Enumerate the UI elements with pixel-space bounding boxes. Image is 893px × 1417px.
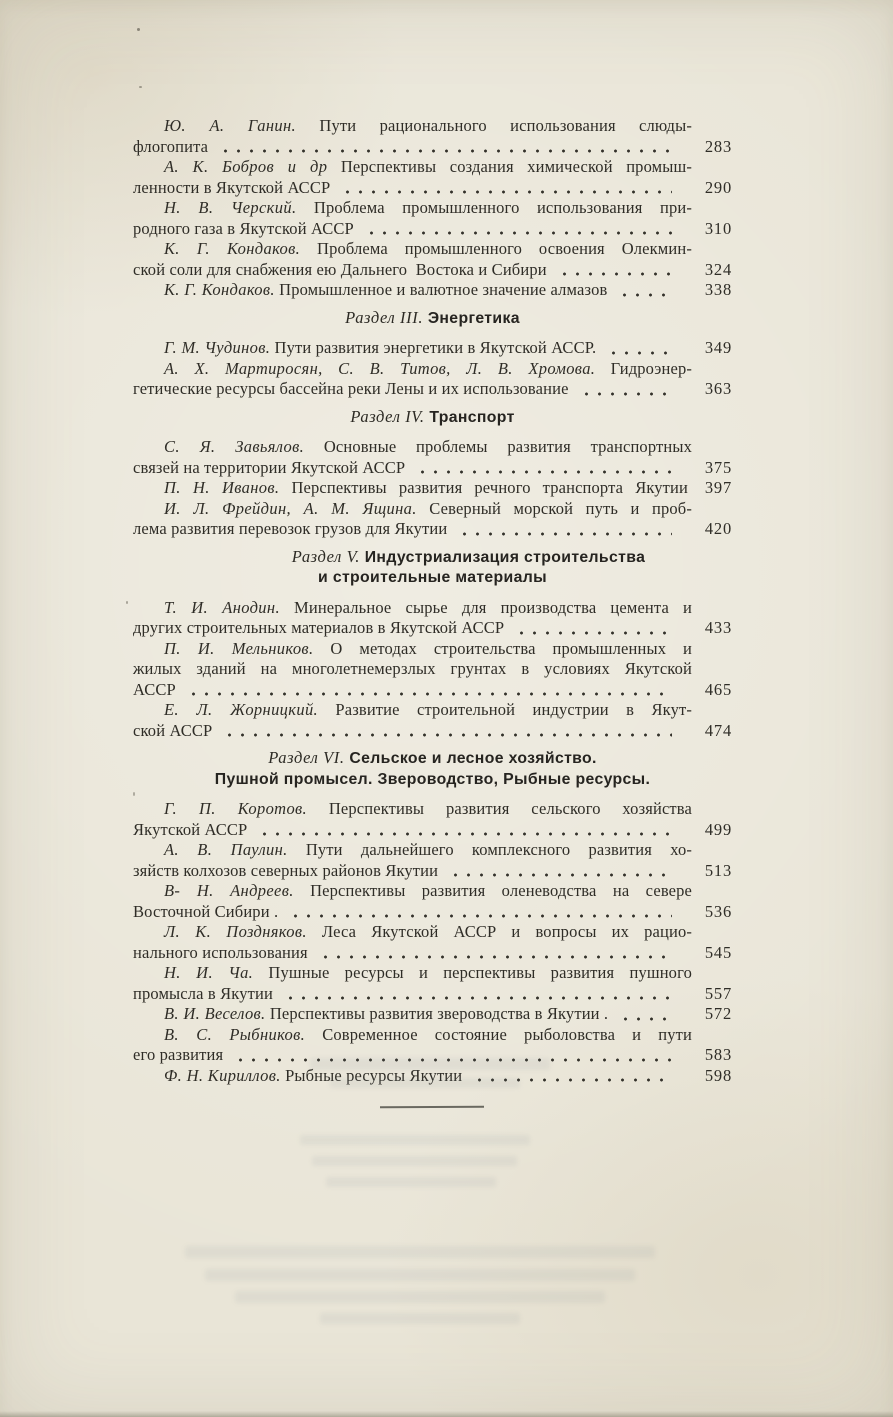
entry-author: Е. Л. Жорницкий. (164, 700, 319, 719)
entry-title-text: Современное состояние рыболовства и пути (322, 1024, 692, 1044)
dot-leader (215, 149, 672, 153)
entry-title-text (133, 478, 688, 499)
dot-leader (445, 873, 672, 877)
dot-leader (285, 914, 672, 918)
entry-author: П. И. Мельников. (164, 638, 314, 658)
dot-leader (337, 190, 672, 194)
page-number: 474 (704, 720, 732, 740)
entry-title-text: родного газа в Якутской АССР (133, 218, 354, 238)
section-heading-line (133, 568, 732, 589)
entry-title-text: О методах строительства промышленных и (330, 638, 692, 658)
entry-title-text (133, 338, 596, 359)
toc-entry (133, 478, 732, 499)
dot-leader (315, 955, 672, 959)
entry-author: Т. И. Анодин. (164, 597, 280, 617)
page-number: 536 (704, 901, 732, 921)
entry-last-line (133, 519, 732, 540)
entry-last-line (133, 458, 732, 479)
page-bottom-edge (0, 1411, 893, 1417)
dot-leader (554, 272, 672, 276)
toc-entry (133, 359, 732, 400)
entry-line (133, 840, 692, 861)
page-number: 283 (704, 136, 732, 156)
paper-speck (133, 792, 135, 796)
toc-entry (133, 840, 732, 881)
entry-line (133, 963, 692, 984)
dot-leader (219, 733, 672, 737)
entry-author: Н. В. Черский. (164, 198, 297, 217)
entry-line (133, 799, 692, 820)
dot-leader (412, 470, 672, 474)
entry-title-text (133, 1004, 608, 1025)
entry-title-text: Якутской АССР (133, 819, 248, 839)
entry-last-line (133, 820, 732, 841)
entry-line (133, 700, 692, 721)
entry-author: В. С. Рыбников. (164, 1024, 306, 1044)
dot-leader (454, 532, 672, 536)
entry-title-text: Перспективы развития речного транспорта Якутии (291, 478, 689, 497)
toc-entry (133, 922, 732, 963)
dot-leader (603, 351, 672, 355)
dot-leader (576, 392, 672, 396)
dot-leader (280, 996, 672, 1000)
entry-title-text: ской АССР (133, 720, 213, 740)
page-number: 324 (704, 259, 732, 279)
section-heading-line (133, 308, 732, 330)
toc-entry (133, 700, 732, 741)
entry-author: К. Г. Кондаков. (164, 239, 301, 258)
dot-leader (361, 231, 672, 235)
end-divider-rule (380, 1106, 484, 1109)
page-number: 420 (704, 519, 732, 538)
entry-title-text: связей на территории Якутской АССР (133, 457, 406, 477)
entry-last-line (133, 943, 732, 964)
dot-leader (511, 631, 672, 635)
entry-title-text: Промышленное и валютное значение алмазов (279, 280, 608, 299)
entry-title-text: Перспективы создания химической промыш- (340, 157, 692, 176)
section-number: Раздел V. (291, 546, 360, 566)
toc-section (133, 116, 732, 301)
entry-title-text: Развитие строительной индустрии в Якут- (335, 700, 693, 719)
entry-title-text: Перспективы развития оленеводства на севере (310, 881, 693, 900)
show-through-mark (185, 1246, 655, 1258)
section-number: Раздел III. (345, 307, 424, 327)
entry-title-text: Основные проблемы развития транспортных (323, 437, 692, 456)
entry-last-line (133, 721, 732, 742)
entry-line (133, 359, 692, 380)
entry-last-line (133, 902, 732, 923)
toc-entry (133, 280, 732, 301)
entry-last-line (133, 618, 732, 639)
toc-section (133, 748, 732, 1086)
page-number: 290 (704, 177, 732, 197)
toc-section (133, 547, 732, 742)
entry-last-line (133, 280, 732, 301)
entry-title-text: Проблема промышленного использования при- (313, 198, 692, 217)
toc-entry (133, 116, 732, 157)
show-through-mark (300, 1135, 530, 1145)
entry-author: А. В. Паулин. (164, 840, 288, 859)
entry-title-text: Перспективы развития звероводства в Якутии . (269, 1004, 609, 1023)
show-through-mark (235, 1291, 605, 1303)
entry-title-text: Пути рационального использования слюды- (319, 116, 692, 135)
entry-title-text: Минеральное сырье для производства цемента и (294, 597, 692, 617)
entry-title-text: ской соли для снабжения ею Дальнего Востока и Сибири (133, 259, 547, 279)
entry-title-text: Перспективы развития сельского хозяйства (328, 799, 692, 818)
toc-entry (133, 639, 732, 701)
entry-last-line (133, 137, 732, 158)
toc-entry (133, 1004, 732, 1025)
toc-entry (133, 338, 732, 359)
entry-last-line (133, 260, 732, 281)
show-through-mark (205, 1269, 635, 1281)
paper-speck (126, 601, 128, 604)
show-through-mark (326, 1177, 496, 1187)
page-number: 513 (704, 860, 732, 880)
entry-title-text: нального использования (133, 942, 308, 962)
entry-line (133, 157, 692, 178)
show-through-mark (312, 1156, 517, 1166)
entry-last-line (133, 478, 732, 499)
entry-author: Г. П. Коротов. (164, 799, 308, 818)
entry-title-text: других строительных материалов в Якутской АССР (133, 618, 505, 637)
entry-title-text: Рыбные ресурсы Якутии (285, 1065, 463, 1085)
entry-author: Н. И. Ча. (164, 963, 254, 982)
entry-last-line (133, 861, 732, 882)
entry-author: Ю. А. Ганин. (164, 116, 296, 135)
section-heading-line (169, 547, 768, 569)
page-number: 465 (704, 679, 732, 699)
dot-leader (183, 692, 672, 696)
entry-title-text: его развития (133, 1045, 224, 1064)
show-through-mark (330, 1078, 520, 1088)
toc-entry (133, 963, 732, 1004)
entry-author: Ф. Н. Кириллов. (164, 1065, 281, 1085)
section-heading (133, 308, 732, 330)
toc-entry (133, 598, 732, 639)
section-title: Энергетика (427, 309, 520, 327)
toc-entry (133, 239, 732, 280)
entry-author: В. И. Веселов. (164, 1004, 266, 1023)
entry-title-text: гетические ресурсы бассейна реки Лены и их использование (133, 379, 569, 398)
page-number: 338 (704, 280, 732, 299)
toc-entry (133, 157, 732, 198)
toc-entry (133, 437, 732, 478)
toc-entry (133, 799, 732, 840)
entry-last-line (133, 379, 732, 400)
toc-entry (133, 499, 732, 540)
paper-speck (137, 28, 140, 31)
page-number: 349 (704, 338, 732, 357)
entry-title-text: Гидроэнер- (610, 358, 692, 378)
toc-section (133, 407, 732, 540)
entry-author: Г. М. Чудинов. (164, 338, 271, 357)
entry-author: Л. К. Поздняков. (164, 922, 307, 941)
entry-last-line (133, 1004, 732, 1025)
entry-line (133, 639, 692, 660)
entry-line (133, 881, 692, 902)
entry-title-text: лема развития перевозок грузов для Якутии (133, 519, 448, 538)
paper-speck (139, 86, 142, 88)
entry-title-text: Пути развития энергетики в Якутской АССР. (274, 338, 597, 357)
section-title: Транспорт (429, 408, 515, 426)
dot-leader (615, 1017, 672, 1021)
section-number: Раздел VI. (268, 748, 345, 767)
section-heading (133, 547, 732, 589)
entry-title-text: ленности в Якутской АССР (133, 177, 331, 197)
entry-author: С. Я. Завьялов. (164, 437, 305, 456)
page-number: 572 (704, 1004, 732, 1023)
entry-line (133, 598, 692, 619)
entry-line (133, 922, 692, 943)
entry-title-text: Восточной Сибири . (133, 901, 279, 921)
page-number: 583 (704, 1045, 732, 1064)
section-title: Индустриализация строительства (364, 548, 646, 566)
entry-title-text: Леса Якутской АССР и вопросы их рацио- (321, 922, 692, 941)
entry-author: А. К. Бобров и др (164, 157, 328, 176)
entry-line (133, 239, 692, 260)
toc-section (133, 308, 732, 400)
section-number: Раздел IV. (350, 406, 425, 426)
section-heading (133, 748, 732, 790)
entry-title-text: флогопита (133, 136, 209, 156)
page-number: 499 (704, 819, 732, 839)
page-number: 363 (704, 379, 732, 398)
entry-title-text: Пушные ресурсы и перспективы развития пушного (268, 963, 692, 982)
page-number: 397 (704, 478, 732, 497)
entry-line (133, 1025, 692, 1046)
entry-title-text: зяйств колхозов северных районов Якутии (133, 860, 439, 880)
entry-line (133, 198, 692, 219)
entry-last-line (133, 680, 732, 701)
page-number: 598 (704, 1065, 732, 1085)
entry-author: К. Г. Кондаков. (164, 280, 275, 299)
section-title: Сельское и лесное хозяйство. (349, 750, 597, 767)
entry-author: П. Н. Иванов. (164, 478, 280, 497)
page-number: 545 (704, 942, 732, 962)
entry-last-line (133, 984, 732, 1005)
table-of-contents (133, 116, 732, 1086)
toc-entry (133, 881, 732, 922)
entry-title-text: промысла в Якутии (133, 983, 273, 1003)
entry-last-line (133, 219, 732, 240)
page-number: 433 (704, 618, 732, 637)
entry-title-text: Северный морской путь и проб- (429, 498, 692, 518)
section-heading-line (133, 748, 732, 770)
section-heading-line (133, 407, 732, 429)
entry-line (133, 499, 692, 520)
page-number: 310 (704, 218, 732, 238)
toc-entry (133, 198, 732, 239)
entry-title-text (133, 280, 607, 301)
page-number: 375 (704, 457, 732, 477)
entry-last-line (133, 178, 732, 199)
page-number: 557 (704, 983, 732, 1003)
section-heading-line (133, 770, 732, 791)
entry-author: И. Л. Фрейдин, А. М. Ящина. (164, 498, 417, 518)
dot-leader (614, 293, 672, 297)
entry-line (133, 437, 692, 458)
section-title: и строительные материалы (318, 569, 547, 586)
entry-author: А. Х. Мартиросян, С. В. Титов, Л. В. Хромова. (164, 358, 596, 378)
entry-last-line (133, 338, 732, 359)
show-through-mark (320, 1313, 520, 1324)
section-title: Пушной промысел. Звероводство, Рыбные ресурсы. (214, 770, 651, 788)
entry-title-text: Проблема промышленного освоения Олекмин- (317, 239, 692, 258)
dot-leader (254, 832, 672, 836)
entry-line (133, 116, 692, 137)
entry-line: жилых зданий на многолетнемерзлых грунтах в условиях Якутской (133, 659, 692, 678)
entry-title-text: АССР (133, 679, 176, 699)
section-heading (133, 407, 732, 429)
show-through-mark (310, 1058, 550, 1070)
entry-title-text: Пути дальнейшего комплексного развития хо- (305, 840, 693, 859)
entry-author: В- Н. Андреев. (164, 881, 294, 900)
